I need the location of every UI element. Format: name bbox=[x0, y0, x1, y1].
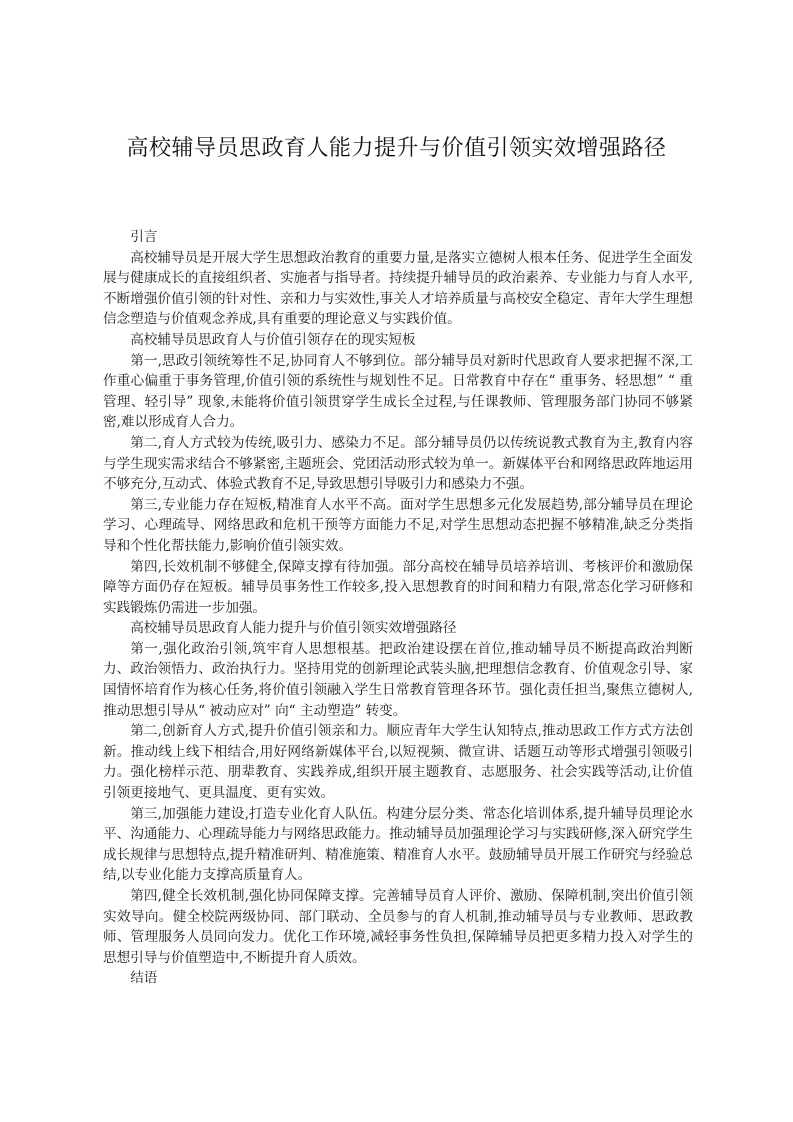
paragraph: 第二,创新育人方式,提升价值引领亲和力。顺应青年大学生认知特点,推动思政工作方式方法创新。推动线上线下相结合,用好网络新媒体平台,以短视频、微宣讲、话题互动等形式增强引领吸引力。强化榜样示范、朋辈教育、实践养成,组织开展主题教育、志愿服务、社会实践等活动,让价值引领更接地气、更具温度、更有实效。 bbox=[103, 723, 693, 802]
paragraph: 第二,育人方式较为传统,吸引力、感染力不足。部分辅导员仍以传统说教式教育为主,教育内容与学生现实需求结合不够紧密,主题班会、党团活动形式较为单一。新媒体平台和网络思政阵地运用不够充分,互动式、体验式教育不足,导致思想引导吸引力和感染力不强。 bbox=[103, 434, 693, 493]
paragraph: 第一,强化政治引领,筑牢育人思想根基。把政治建设摆在首位,推动辅导员不断提高政治判断力、政治领悟力、政治执行力。坚持用党的创新理论武装头脑,把理想信念教育、价值观念引导、家国情怀培育作为核心任务,将价值引领融入学生日常教育管理各环节。强化责任担当,聚焦立德树人,推动思想引导从“ 被动应对” 向“ 主动塑造” 转变。 bbox=[103, 640, 693, 719]
paragraph: 第四,长效机制不够健全,保障支撑有待加强。部分高校在辅导员培养培训、考核评价和激励保障等方面仍存在短板。辅导员事务性工作较多,投入思想教育的时间和精力有限,常态化学习研修和实践锻炼仍需进一步加强。 bbox=[103, 558, 693, 616]
paragraph: 高校辅导员是开展大学生思想政治教育的重要力量,是落实立德树人根本任务、促进学生全面发展与健康成长的直接组织者、实施者与指导者。持续提升辅导员的政治素养、专业能力与育人水平,不断增强价值引领的针对性、亲和力与实效性,事关人才培养质量与高校安全稳定、青年大学生理想信念塑造与价值观念养成,具有重要的理论意义与实践价值。 bbox=[103, 249, 693, 328]
paragraph: 第三,加强能力建设,打造专业化育人队伍。构建分层分类、常态化培训体系,提升辅导员理论水平、沟通能力、心理疏导能力与网络思政能力。推动辅导员加强理论学习与实践研修,深入研究学生成长规律与思想特点,提升精准研判、精准施策、精准育人水平。鼓励辅导员开展工作研究与经验总结,以专业化能力支撑高质量育人。 bbox=[103, 805, 693, 884]
section-heading-paths: 高校辅导员思政育人能力提升与价值引领实效增强路径 bbox=[130, 620, 457, 637]
paragraph: 第四,健全长效机制,强化协同保障支撑。完善辅导员育人评价、激励、保障机制,突出价值引领实效导向。健全校院两级协同、部门联动、全员参与的育人机制,推动辅导员与专业教师、思政教师、管理服务人员同向发力。优化工作环境,减轻事务性负担,保障辅导员把更多精力投入对学生的思想引导与价值塑造中,不断提升育人质效。 bbox=[103, 888, 693, 966]
section-heading-introduction: 引言 bbox=[130, 229, 158, 245]
paragraph: 第一,思政引领统筹性不足,协同育人不够到位。部分辅导员对新时代思政育人要求把握不深,工作重心偏重于事务管理,价值引领的系统性与规划性不足。日常教育中存在“ 重事务、轻思想” “ 重管理、轻引导” 现象,未能将价值引领贯穿学生成长全过程,与任课教师、管理服务部门协同不够紧密,难以形成育人合力。 bbox=[103, 352, 693, 431]
section-heading-problems: 高校辅导员思政育人与价值引领存在的现实短板 bbox=[130, 331, 416, 348]
section-heading-conclusion: 结语 bbox=[130, 970, 158, 987]
paragraph: 第三,专业能力存在短板,精准育人水平不高。面对学生思想多元化发展趋势,部分辅导员在理论学习、心理疏导、网络思政和危机干预等方面能力不足,对学生思想动态把握不够精准,缺乏分类指导和个性化帮扶能力,影响价值引领实效。 bbox=[103, 496, 693, 554]
document-body bbox=[103, 227, 693, 989]
document-title: 高校辅导员思政育人能力提升与价值引领实效增强路径 bbox=[126, 136, 667, 161]
